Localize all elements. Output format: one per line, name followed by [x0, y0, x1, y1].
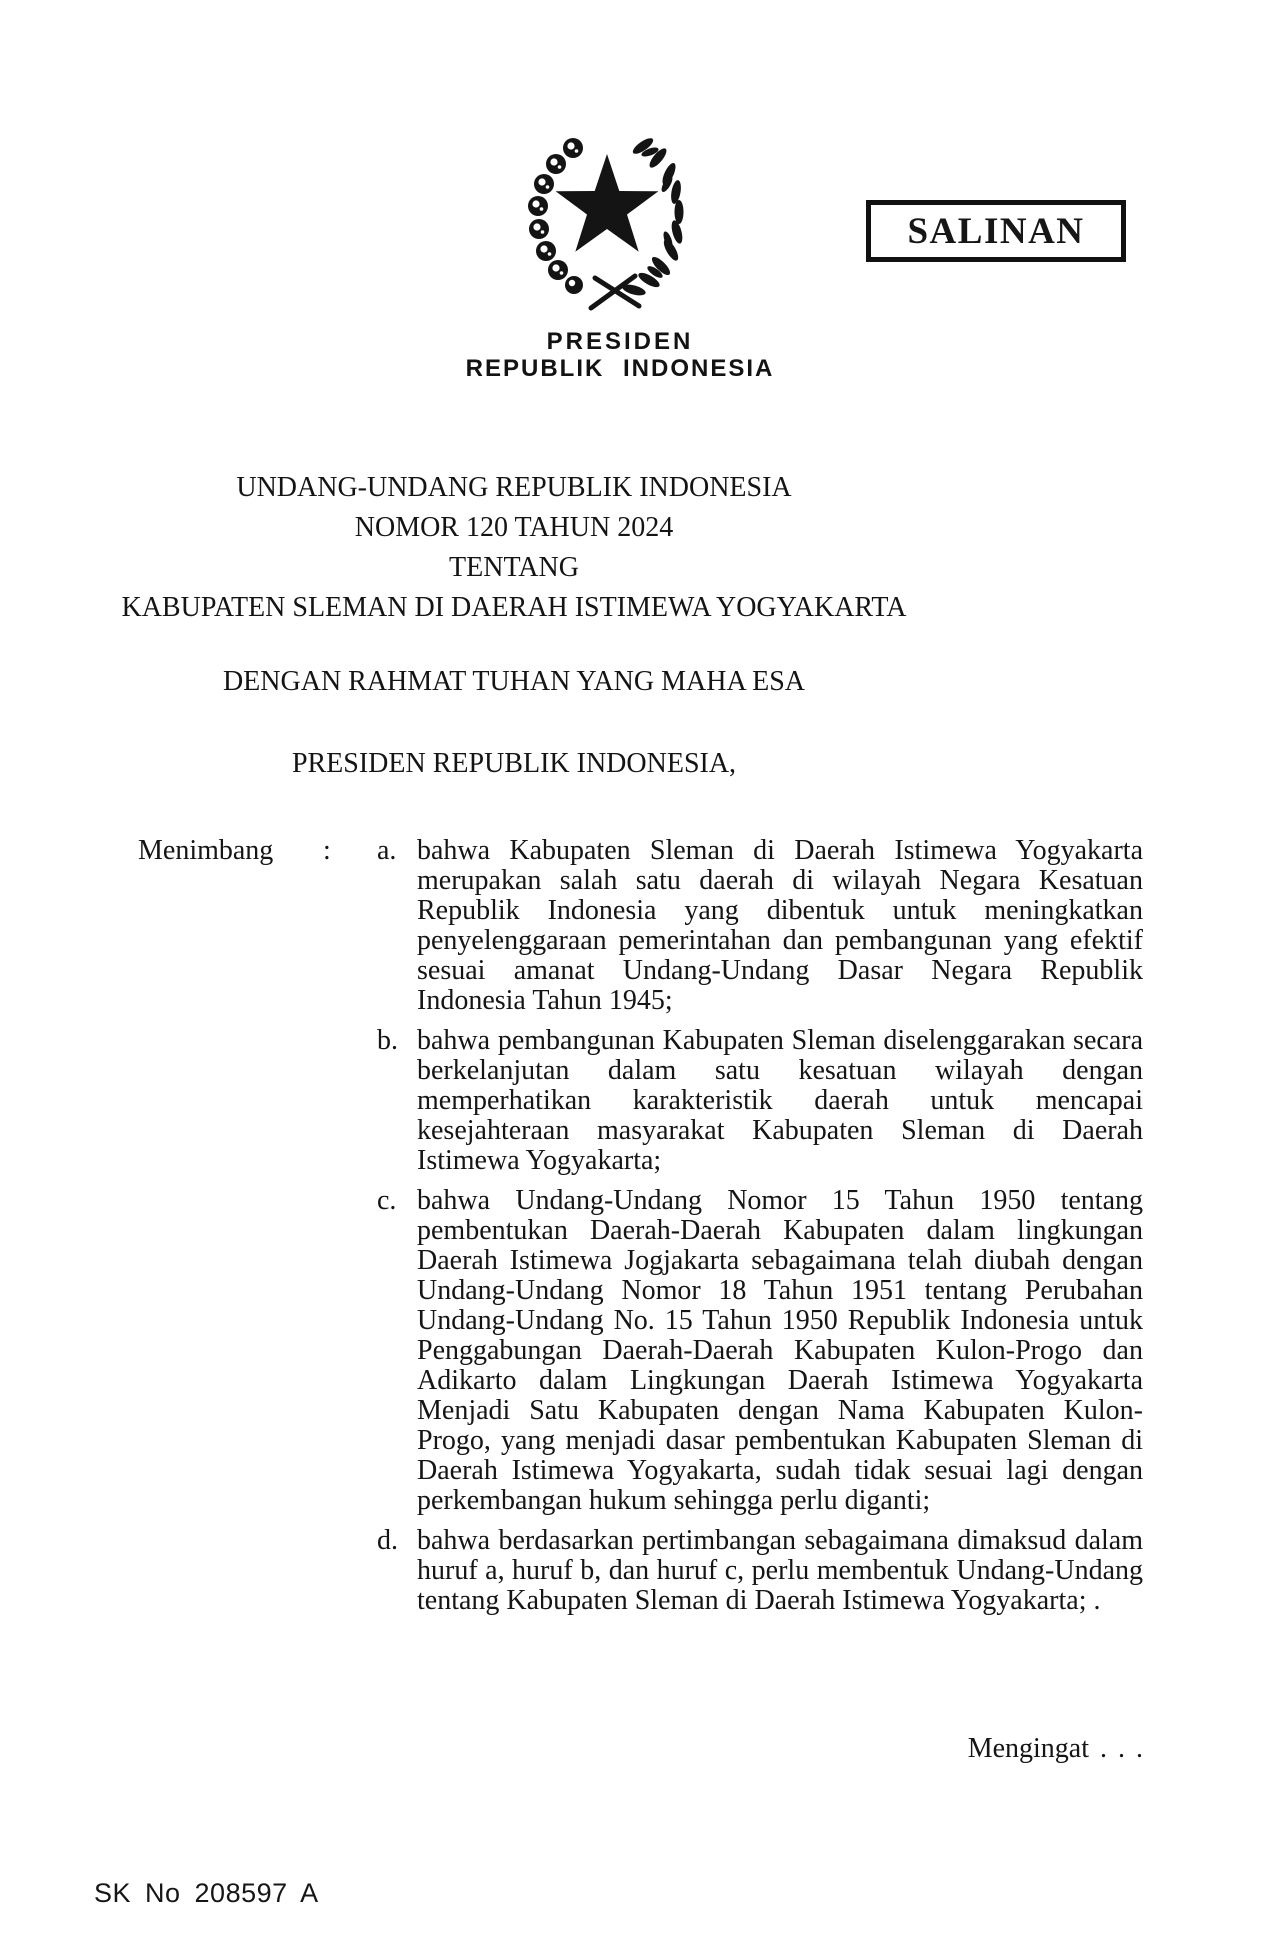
preamble-motto: DENGAN RAHMAT TUHAN YANG MAHA ESA: [222, 666, 806, 697]
sk-number: SK No 208597 A: [94, 1878, 319, 1908]
title-line-tentang: TENTANG: [449, 552, 579, 583]
page-continuation-marker: Mengingat . . .: [967, 1733, 1143, 1764]
law-title-block: [0, 468, 1028, 628]
item-text: bahwa pembangunan Kabupaten Sleman diselenggarakan secara berkelanjutan dalam satu kesatuan wilayah dengan memperhatikan karakteristik daerah untuk mencapai kesejahteraan masyarakat Kabupaten Sleman di Daerah Istimewa Yogyakarta;: [417, 1025, 1143, 1176]
menimbang-label: Menimbang: [138, 835, 274, 866]
state-emblem-star-wreath-icon: [515, 122, 700, 317]
menimbang-items: [377, 836, 1143, 1626]
menimbang-colon: :: [323, 835, 331, 866]
letterhead-presiden: PRESIDEN: [546, 328, 694, 355]
letterhead: [0, 329, 1240, 382]
item-text: bahwa Undang-Undang Nomor 15 Tahun 1950 tentang pembentukan Daerah-Daerah Kabupaten dalam lingkungan Daerah Istimewa Jogjakarta sebagaimana telah diubah dengan Undang-Undang Nomor 18 Tahun 1951 tentang Perubahan Undang-Undang No. 15 Tahun 1950 Republik Indonesia untuk Penggabungan Daerah-Daerah Kabupaten Kulon-Progo dan Adikarto dalam Lingkungan Daerah Istimewa Yogyakarta Menjadi Satu Kabupaten dengan Nama Kabupaten Kulon-Progo, yang menjadi dasar pembentukan Kabupaten Sleman di Daerah Istimewa Yogyakarta, sudah tidak sesuai lagi dengan perkembangan hukum sehingga perlu diganti;: [417, 1185, 1143, 1516]
salinan-stamp-label: SALINAN: [907, 210, 1085, 252]
title-line-subject: KABUPATEN SLEMAN DI DAERAH ISTIMEWA YOGYAKARTA: [121, 592, 907, 623]
menimbang-item-b: [377, 1026, 1143, 1176]
menimbang-item-a: [377, 836, 1143, 1016]
item-text: bahwa berdasarkan pertimbangan sebagaimana dimaksud dalam huruf a, huruf b, dan huruf c, perlu membentuk Undang-Undang tentang Kabupaten Sleman di Daerah Istimewa Yogyakarta; .: [417, 1525, 1143, 1616]
menimbang-item-d: [377, 1526, 1143, 1616]
salinan-stamp: [866, 200, 1126, 262]
item-letter: a.: [377, 835, 397, 866]
item-text: bahwa Kabupaten Sleman di Daerah Istimewa Yogyakarta merupakan salah satu daerah di wilayah Negara Kesatuan Republik Indonesia yang dibentuk untuk meningkatkan penyelenggaraan pemerintahan dan pembangunan yang efektif sesuai amanat Undang-Undang Dasar Negara Republik Indonesia Tahun 1945;: [417, 835, 1143, 1016]
title-line-undang-undang: UNDANG-UNDANG REPUBLIK INDONESIA: [236, 472, 792, 503]
item-letter: c.: [377, 1185, 397, 1216]
menimbang-section: [138, 836, 1143, 1626]
item-letter: b.: [377, 1025, 398, 1056]
item-letter: d.: [377, 1525, 398, 1556]
menimbang-item-c: [377, 1186, 1143, 1516]
title-line-nomor-tahun: NOMOR 120 TAHUN 2024: [354, 512, 674, 543]
letterhead-republik-indonesia: REPUBLIK INDONESIA: [465, 355, 775, 382]
preamble-opening: PRESIDEN REPUBLIK INDONESIA,: [291, 748, 737, 779]
